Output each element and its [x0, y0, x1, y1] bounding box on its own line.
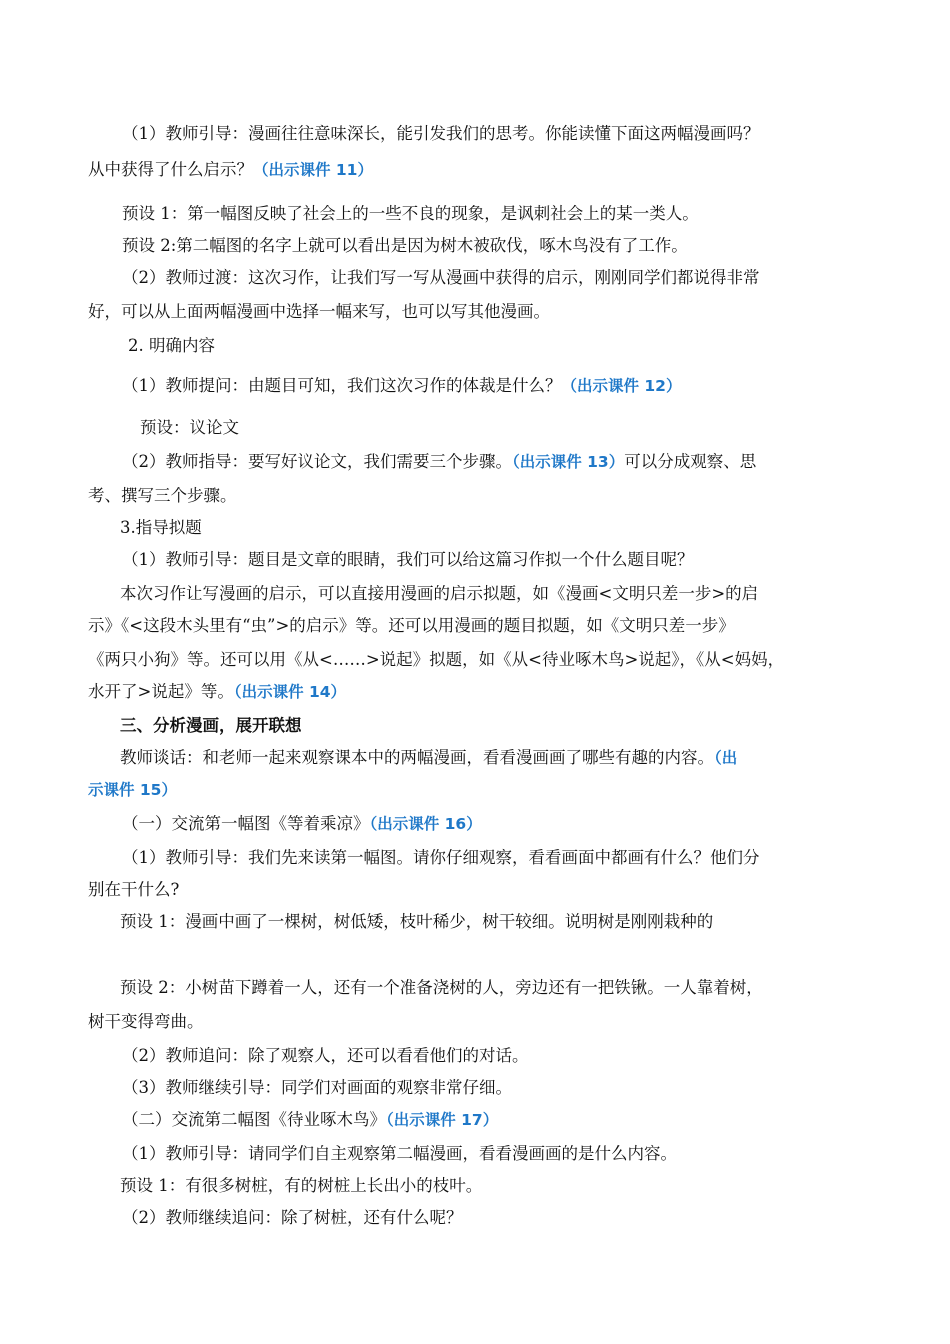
paragraph-line: 本次习作让写漫画的启示，可以直接用漫画的启示拟题，如《漫画<文明只差一步>的启 — [120, 584, 759, 603]
paragraph-line: （1）教师提问：由题目可知，我们这次习作的体裁是什么？（出示课件 12） — [122, 376, 682, 395]
paragraph-line: 《两只小狗》等。还可以用《从<……>说起》拟题，如《从<待业啄木鸟>说起》，《从<妈妈， — [88, 650, 785, 669]
paragraph-line: 预设 2:第二幅图的名字上就可以看出是因为树木被砍伐，啄木鸟没有了工作。 — [122, 236, 688, 255]
courseware-ref: （出示课件 17） — [386, 1111, 499, 1129]
paragraph-line: （2）教师追问：除了观察人，还可以看看他们的对话。 — [122, 1046, 529, 1065]
courseware-ref: 示课件 15） — [88, 781, 177, 799]
courseware-ref: （出示课件 16） — [369, 815, 482, 833]
paragraph-line: （1）教师引导：漫画往往意味深长，能引发我们的思考。你能读懂下面这两幅漫画吗？ — [122, 124, 760, 143]
paragraph-line: 预设 1：有很多树桩，有的树桩上长出小的枝叶。 — [120, 1176, 483, 1195]
paragraph-line: （2）教师继续追问：除了树桩，还有什么呢？ — [122, 1208, 463, 1227]
subsection-heading: （二）交流第二幅图《待业啄木鸟》（出示课件 17） — [122, 1110, 499, 1129]
paragraph-line: 预设 1：第一幅图反映了社会上的一些不良的现象，是讽刺社会上的某一类人。 — [122, 204, 699, 223]
paragraph-line: 预设 1：漫画中画了一棵树，树低矮，枝叶稀少，树干较细。说明树是刚刚栽种的 — [120, 912, 714, 931]
paragraph-line: （1）教师引导：请同学们自主观察第二幅漫画，看看漫画画的是什么内容。 — [122, 1144, 677, 1163]
paragraph-line: 水开了>说起》等。（出示课件 14） — [88, 682, 347, 701]
section-heading: 三、分析漫画，展开联想 — [120, 716, 302, 735]
paragraph-line: （2）教师过渡：这次习作，让我们写一写从漫画中获得的启示，刚刚同学们都说得非常 — [122, 268, 760, 287]
paragraph-line: 好，可以从上面两幅漫画中选择一幅来写，也可以写其他漫画。 — [88, 302, 550, 321]
courseware-ref: （出示课件 12） — [561, 377, 682, 395]
courseware-ref: （出示课件 11） — [253, 161, 373, 179]
courseware-ref: （出示课件 13） — [512, 453, 625, 471]
paragraph-line: （2）教师指导：要写好议论文，我们需要三个步骤。（出示课件 13）可以分成观察、思 — [122, 452, 757, 471]
subsection-heading: （一）交流第一幅图《等着乘凉》（出示课件 16） — [122, 814, 482, 833]
courseware-ref: （出示课件 14） — [233, 683, 347, 701]
paragraph-line: （3）教师继续引导：同学们对画面的观察非常仔细。 — [122, 1078, 512, 1097]
paragraph-line: 别在干什么? — [88, 880, 180, 899]
paragraph-line: 示》《<这段木头里有“虫”>的启示》等。还可以用漫画的题目拟题，如《文明只差一步》 — [88, 616, 735, 635]
paragraph-line: 从中获得了什么启示？（出示课件 11） — [88, 160, 373, 179]
section-heading: 2. 明确内容 — [128, 336, 215, 355]
paragraph-line: 考、撰写三个步骤。 — [88, 486, 237, 505]
section-heading: 3.指导拟题 — [120, 518, 202, 537]
paragraph-line: 预设 2：小树苗下蹲着一人，还有一个准备浇树的人，旁边还有一把铁锹。一人靠着树， — [120, 978, 763, 997]
paragraph-line: （1）教师引导：题目是文章的眼睛，我们可以给这篇习作拟一个什么题目呢？ — [122, 550, 694, 569]
paragraph-line: 预设：议论文 — [140, 418, 239, 437]
paragraph-line: 教师谈话：和老师一起来观察课本中的两幅漫画，看看漫画画了哪些有趣的内容。（出 — [120, 748, 738, 767]
paragraph-line: 树干变得弯曲。 — [88, 1012, 204, 1031]
courseware-ref: （出 — [714, 749, 738, 767]
paragraph-line: （1）教师引导：我们先来读第一幅图。请你仔细观察，看看画面中都画有什么？他们分 — [122, 848, 760, 867]
paragraph-line — [88, 778, 868, 802]
